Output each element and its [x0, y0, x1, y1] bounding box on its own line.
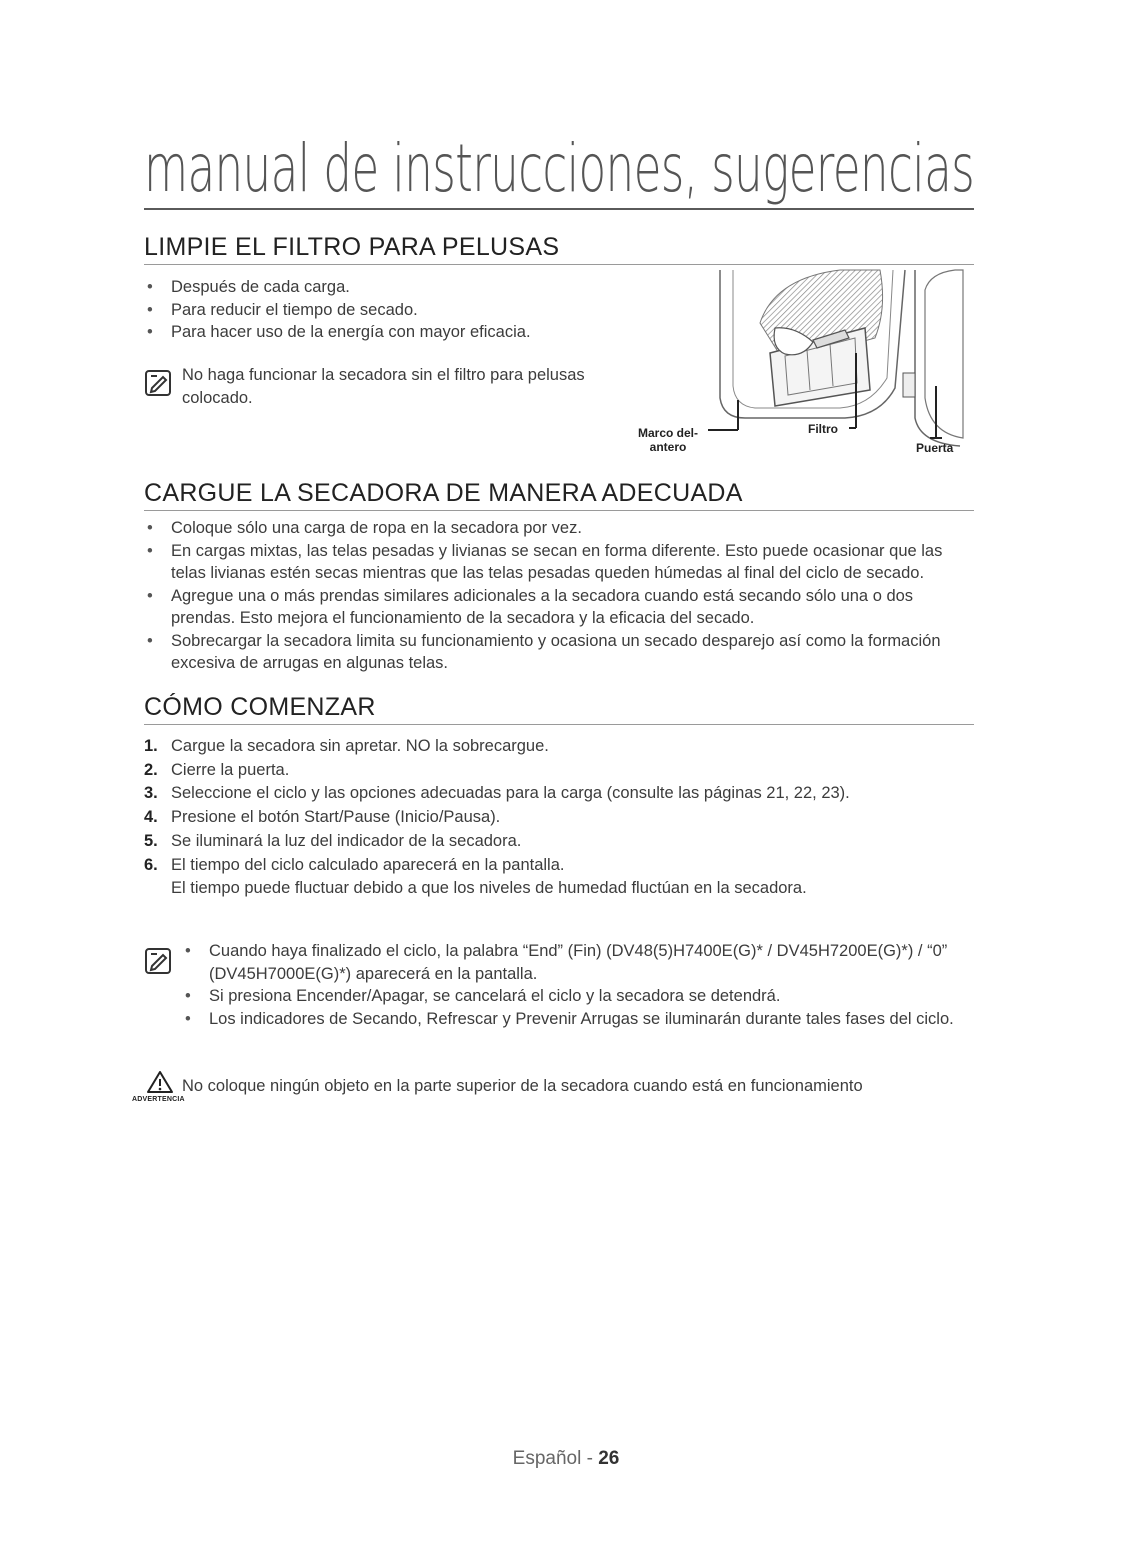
step-text: Cargue la secadora sin apretar. NO la sobrecargue. [171, 737, 549, 755]
list-item: • Para hacer uso de la energía con mayor eficacia. [144, 321, 614, 344]
filter-bullet-list [144, 276, 614, 344]
filter-note-text: No haga funcionar la secadora sin el filtro para pelusas colocado. [182, 366, 585, 407]
step-text: Presione el botón Start/Pause (Inicio/Pausa). [171, 808, 501, 827]
section-heading-load: CARGUE LA SECADORA DE MANERA ADECUADA [144, 478, 974, 511]
figure-label-frame: Marco del- antero [637, 426, 698, 454]
figure-label-door: Puerta [916, 441, 954, 455]
warning-label: ADVERTENCIA [132, 1096, 185, 1103]
step-number: 2. [144, 760, 158, 779]
list-item: • Después de cada carga. [144, 276, 614, 299]
list-item: • Para reducir el tiempo de secado. [144, 299, 614, 322]
list-item: • En cargas mixtas, las telas pesadas y livianas se secan en forma diferente. Esto puede ocasionar que las telas livianas estén secas mientras que las telas pesadas queden húmedas al final del ciclo de secado. [144, 540, 964, 585]
step-text: El tiempo del ciclo calculado aparecerá en la pantalla. [171, 855, 565, 874]
list-item: • Coloque sólo una carga de ropa en la secadora por vez. [144, 517, 964, 540]
load-bullet-list [144, 517, 964, 675]
list-item [144, 854, 954, 901]
list-item: • Los indicadores de Secando, Refrescar y Prevenir Arrugas se iluminarán durante tales fases del ciclo. [182, 1008, 964, 1031]
step-subtext: El tiempo puede fluctuar debido a que los niveles de humedad fluctúan en la secadora. [171, 879, 807, 898]
step-number: 1. [144, 737, 158, 755]
list-item: • Cuando haya finalizado el ciclo, la palabra “End” (Fin) (DV48(5)H7400E(G)* / DV45H7200E(G)*) / “0” (DV45H7000E(G)*) aparecerá en la pantalla. [182, 940, 964, 985]
step-number: 4. [144, 808, 158, 827]
page-footer [0, 1448, 1132, 1470]
footer-language: Español - [512, 1448, 599, 1469]
step-text: Se iluminará la luz del indicador de la secadora. [171, 831, 522, 850]
warning-text: No coloque ningún objeto en la parte superior de la secadora cuando está en funcionamiento [182, 1077, 863, 1095]
list-item: • Sobrecargar la secadora limita su funcionamiento y ocasiona un secado desparejo así como la formación excesiva de arrugas en algunas telas. [144, 630, 964, 675]
figure-label-filter: Filtro [808, 422, 838, 436]
section-heading-start: CÓMO COMENZAR [144, 692, 974, 725]
list-item [144, 735, 954, 759]
step-text: Seleccione el ciclo y las opciones adecuadas para la carga (consulte las páginas 21, 22, 23). [171, 784, 850, 803]
section-heading-filter: LIMPIE EL FILTRO PARA PELUSAS [144, 232, 974, 265]
step-number: 3. [144, 784, 158, 803]
note-icon [144, 368, 174, 398]
start-note-list [182, 940, 964, 1030]
start-step-list [144, 735, 954, 901]
list-item [144, 830, 954, 854]
step-text: Cierre la puerta. [171, 760, 290, 779]
list-item [144, 806, 954, 830]
list-item [144, 782, 954, 806]
list-item [144, 759, 954, 783]
page-number: 26 [598, 1448, 620, 1469]
page-title: manual de instrucciones, sugerencias [144, 130, 974, 210]
note-icon [144, 946, 174, 976]
list-item: • Si presiona Encender/Apagar, se cancelará el ciclo y la secadora se detendrá. [182, 985, 964, 1008]
step-number: 5. [144, 831, 158, 850]
list-item: • Agregue una o más prendas similares adicionales a la secadora cuando está secando sólo una o dos prendas. Esto mejora el funcionamiento de la secadora y la eficacia del secado. [144, 585, 964, 630]
step-number: 6. [144, 855, 158, 874]
warning-icon [146, 1070, 174, 1094]
